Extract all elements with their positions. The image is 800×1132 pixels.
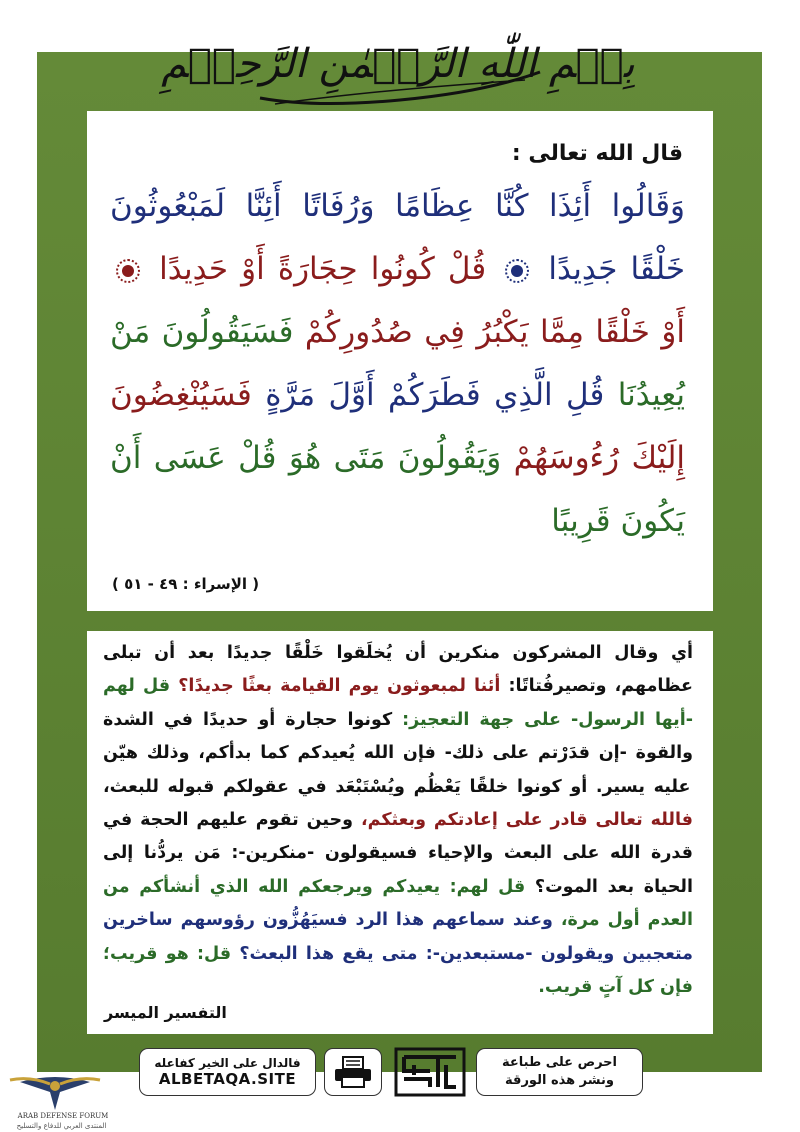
verse-segment: قُلِ الَّذِي فَطَرَكُمْ أَوَّلَ مَرَّةٍ [265, 377, 605, 413]
tafsir-part: وحين تقوم عليهم الحجة في قدرة الله على البعث والإحياء فسيقولون -منكرين-: مَن يردُّنا إلى الحياة بعد الموت؟ [103, 810, 694, 897]
tafsir-part: قل: هو قريب؛ فإن كل آتٍ قريب. [103, 943, 693, 998]
print-button[interactable] [325, 1049, 381, 1095]
verse-intro: قال الله تعالى : [511, 141, 683, 166]
basmala-calligraphy: بِسۡمِ اللّٰهِ الرَّحۡمٰنِ الرَّحِيۡمِ [161, 41, 635, 87]
print-notice-box [477, 1049, 642, 1095]
verse-segment: وَيَقُولُونَ مَتَى هُوَ [288, 440, 502, 476]
verse-segment: فَسَيَقُولُونَ مَنْ يُعِيدُنَا [110, 314, 686, 413]
tafsir-part: كونوا حجارة أو حديدًا في الشدة والقوة -إن قدَرْتم على ذلك- فإن الله يُعيدكم كما بدأكم، وذلك هيّن عليه يسير. أو كونوا خلقًا يَعْظُم ويُسْتَبْعَد في عقولكم قبوله للبعث، [103, 709, 693, 797]
tafsir-text [103, 637, 693, 1004]
motto-text: فالدال على الخير كفاعله [154, 1056, 301, 1070]
ayah-end-marker-icon [505, 259, 529, 283]
tafsir-part: قل لهم -أيها الرسول- على جهة التعجيز: [103, 676, 693, 730]
footer-bar [140, 1046, 670, 1098]
tafsir-panel [87, 631, 713, 1034]
quran-verse [110, 175, 685, 553]
verse-panel [87, 111, 713, 611]
verse-segment: فَسَيُنْغِضُونَ إِلَيْكَ رُءُوسَهُمْ [110, 377, 686, 476]
verse-segment: أَوْ خَلْقًا مِمَّا يَكْبُرُ فِي صُدُورِكُمْ [304, 314, 685, 350]
tafsir-part: وعند سماعهم هذا الرد فسيَهُزُّون رؤوسهم ساخرين متعجبين ويقولون -مستبعدين-: متى يقع هذا البعث؟ [103, 910, 693, 964]
forum-name: ARAB DEFENSE FORUM [17, 1112, 109, 1120]
tafsir-part: فالله تعالى قادر على إعادتكم وبعثكم، [353, 810, 693, 831]
verse-segment: قُلْ عَسَى أَنْ يَكُونَ قَرِيبًا [110, 440, 685, 539]
print-line-2: ونشر هذه الورقة [505, 1073, 614, 1088]
dawah-logo [393, 1046, 467, 1098]
print-line-1: احرص على طباعة [502, 1055, 617, 1070]
site-box [140, 1049, 315, 1095]
kufic-logo-icon [394, 1047, 466, 1097]
tafsir-part: قل لهم: يعيدكم ويرجعكم الله الذي أنشأكم من العدم أول مرة، [103, 876, 694, 931]
tafsir-source: التفسير الميسر [104, 1003, 227, 1022]
tafsir-part: أي وقال المشركون منكرين أن يُخلَقوا خَلْقًا جديدًا بعد أن تبلى عظامهم، وتصيرفُتاتًا: [103, 643, 693, 697]
verse-reference: ( الإسراء : ٤٩ - ٥١ ) [112, 575, 260, 593]
ayah-end-marker-icon [116, 259, 140, 283]
forum-subtitle: المنتدى العربي للدفاع والتسليح [16, 1122, 107, 1130]
site-link[interactable]: ALBETAQA.SITE [158, 1070, 297, 1088]
tafsir-part: أئنا لمبعوثون يوم القيامة بعثًا جديدًا؟ [170, 676, 501, 697]
printer-icon [333, 1055, 373, 1089]
verse-segment: وَقَالُوا أَئِذَا كُنَّا عِظَامًا وَرُفَاتًا أَئِنَّا لَمَبْعُوثُونَ خَلْقًا جَدِيدًا [110, 188, 686, 287]
verse-segment: قُلْ كُونُوا حِجَارَةً أَوْ حَدِيدًا [159, 251, 487, 287]
basmala-ornament [255, 60, 545, 110]
